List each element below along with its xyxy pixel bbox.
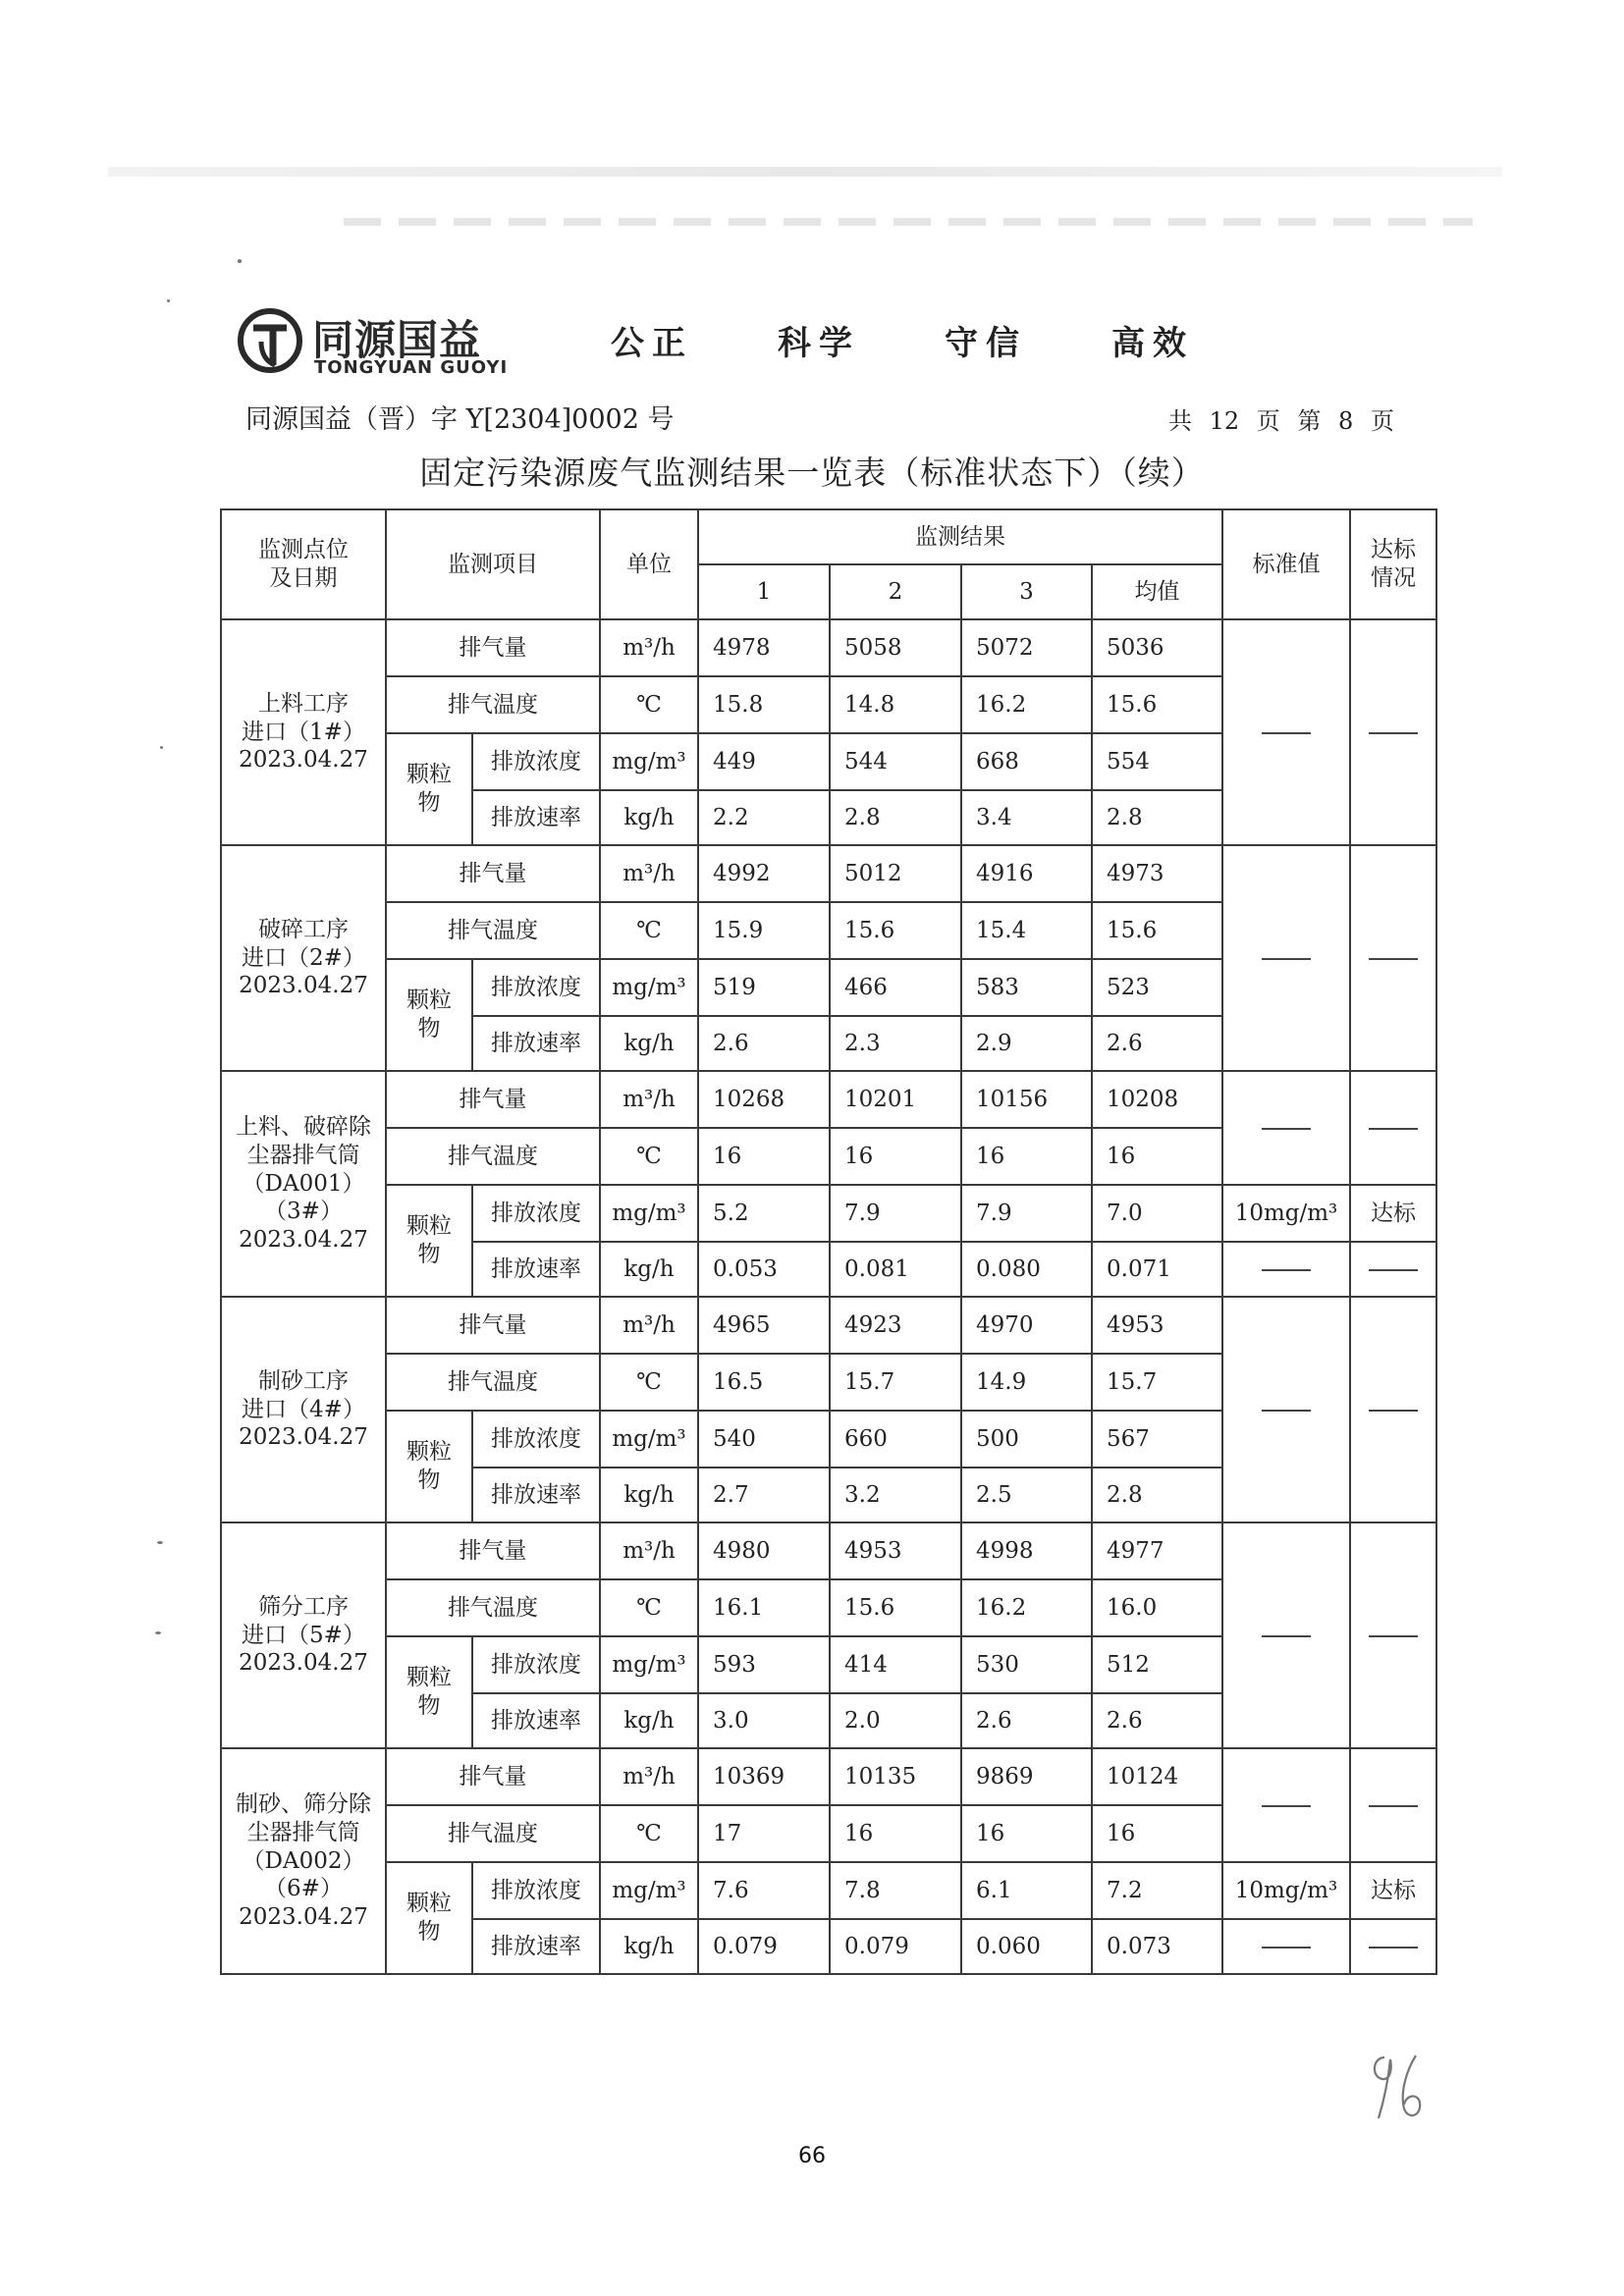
header-col-3: 3 [961,564,1092,619]
standard-cell [1222,619,1350,845]
result-value: 16.2 [961,1579,1092,1636]
result-value: 4965 [698,1297,830,1354]
mean-value: 15.7 [1092,1354,1222,1411]
item-label: 排气温度 [386,1128,600,1185]
result-value: 16 [961,1805,1092,1862]
table-title: 固定污染源废气监测结果一览表（标准状态下）（续） [419,454,1205,492]
unit-cell: ℃ [600,1805,698,1862]
unit-cell: m³/h [600,619,698,676]
standard-cell: 10mg/m³ [1222,1862,1350,1919]
standard-cell [1222,1748,1350,1862]
item-label: 排气量 [386,845,600,902]
header-unit: 单位 [600,509,698,619]
logo-chinese-name: 同源国益 [312,316,482,364]
motto-word: 高效 [1111,324,1194,363]
particulate-label: 颗粒 物 [386,1636,472,1748]
standard-cell [1222,1522,1350,1748]
item-label: 排放速率 [472,790,600,845]
motto-word: 公正 [611,324,693,363]
table-row [221,619,1436,676]
result-value: 2.9 [961,1016,1092,1071]
mean-value: 2.8 [1092,1468,1222,1522]
compliance-cell [1350,1242,1436,1297]
document-number: 同源国益（晋）字 Y[2304]0002 号 [245,404,675,435]
result-value: 2.8 [830,790,961,845]
table-row [221,1862,1436,1919]
result-value: 466 [830,959,961,1016]
dash-mark [1369,1805,1418,1807]
site-cell: 上料工序 进口（1#） 2023.04.27 [221,619,386,845]
compliance-cell [1350,1071,1436,1185]
item-label: 排放浓度 [472,1862,600,1919]
mean-value: 10208 [1092,1071,1222,1128]
header-compliance: 达标 情况 [1350,509,1436,619]
result-value: 16.1 [698,1579,830,1636]
unit-cell: ℃ [600,902,698,959]
mean-value: 2.8 [1092,790,1222,845]
dash-mark [1262,1410,1311,1412]
compliance-cell [1350,1522,1436,1748]
result-value: 16.5 [698,1354,830,1411]
result-value: 15.9 [698,902,830,959]
mean-value: 0.071 [1092,1242,1222,1297]
compliance-cell [1350,1748,1436,1862]
table-body [221,619,1436,1974]
result-value: 544 [830,733,961,790]
compliance-cell [1350,619,1436,845]
unit-cell: mg/m³ [600,733,698,790]
mean-value: 15.6 [1092,676,1222,733]
dash-mark [1262,732,1311,734]
result-value: 6.1 [961,1862,1092,1919]
compliance-cell: 达标 [1350,1862,1436,1919]
scan-speck [160,746,163,749]
unit-cell: mg/m³ [600,1636,698,1693]
result-value: 3.2 [830,1468,961,1522]
result-value: 4992 [698,845,830,902]
item-label: 排放浓度 [472,1185,600,1242]
unit-cell: kg/h [600,1016,698,1071]
site-cell: 筛分工序 进口（5#） 2023.04.27 [221,1522,386,1748]
result-value: 15.4 [961,902,1092,959]
unit-cell: mg/m³ [600,959,698,1016]
standard-cell [1222,1071,1350,1185]
item-label: 排放速率 [472,1693,600,1748]
result-value: 519 [698,959,830,1016]
scan-speck [167,299,170,302]
result-value: 10369 [698,1748,830,1805]
result-value: 0.081 [830,1242,961,1297]
result-value: 530 [961,1636,1092,1693]
unit-cell: ℃ [600,676,698,733]
unit-cell: m³/h [600,1522,698,1579]
result-value: 2.5 [961,1468,1092,1522]
dash-mark [1369,1635,1418,1637]
motto-word: 守信 [945,324,1027,363]
result-value: 3.0 [698,1693,830,1748]
dash-mark [1262,1947,1311,1949]
result-value: 668 [961,733,1092,790]
header-item: 监测项目 [386,509,600,619]
site-cell: 破碎工序 进口（2#） 2023.04.27 [221,845,386,1071]
item-label: 排放速率 [472,1468,600,1522]
site-cell: 上料、破碎除 尘器排气筒 （DA001） （3#） 2023.04.27 [221,1071,386,1297]
standard-cell: 10mg/m³ [1222,1185,1350,1242]
result-value: 593 [698,1636,830,1693]
mean-value: 0.073 [1092,1919,1222,1974]
item-label: 排气量 [386,1748,600,1805]
monitoring-results-table [220,508,1437,1975]
handwritten-page-mark [1365,2050,1434,2128]
item-label: 排气温度 [386,902,600,959]
dash-mark [1262,958,1311,960]
table-row [221,1297,1436,1354]
compliance-cell [1350,845,1436,1071]
result-value: 4978 [698,619,830,676]
scan-artifact-band [344,218,1473,226]
unit-cell: kg/h [600,1919,698,1974]
compliance-cell [1350,1297,1436,1522]
item-label: 排放浓度 [472,1411,600,1468]
mean-value: 16.0 [1092,1579,1222,1636]
result-value: 14.8 [830,676,961,733]
mean-value: 4977 [1092,1522,1222,1579]
mean-value: 7.0 [1092,1185,1222,1242]
particulate-label: 颗粒 物 [386,1862,472,1974]
mean-value: 16 [1092,1128,1222,1185]
unit-cell: ℃ [600,1354,698,1411]
item-label: 排放速率 [472,1016,600,1071]
unit-cell: kg/h [600,1693,698,1748]
company-logo [236,306,530,385]
result-value: 7.8 [830,1862,961,1919]
unit-cell: mg/m³ [600,1185,698,1242]
unit-cell: m³/h [600,1071,698,1128]
result-value: 540 [698,1411,830,1468]
unit-cell: kg/h [600,1468,698,1522]
mean-value: 567 [1092,1411,1222,1468]
dash-mark [1369,958,1418,960]
dash-mark [1262,1635,1311,1637]
mean-value: 512 [1092,1636,1222,1693]
header-col-1: 1 [698,564,830,619]
mean-value: 4973 [1092,845,1222,902]
dash-mark [1262,1269,1311,1271]
result-value: 660 [830,1411,961,1468]
result-value: 2.3 [830,1016,961,1071]
result-value: 10201 [830,1071,961,1128]
header-site: 监测点位 及日期 [221,509,386,619]
dash-mark [1369,732,1418,734]
unit-cell: ℃ [600,1579,698,1636]
result-value: 16 [830,1805,961,1862]
unit-cell: kg/h [600,1242,698,1297]
result-value: 9869 [961,1748,1092,1805]
result-value: 5058 [830,619,961,676]
unit-cell: ℃ [600,1128,698,1185]
result-value: 15.7 [830,1354,961,1411]
unit-cell: m³/h [600,1297,698,1354]
mean-value: 5036 [1092,619,1222,676]
result-value: 4980 [698,1522,830,1579]
result-value: 10268 [698,1071,830,1128]
logo-mark-icon [236,306,304,375]
result-value: 0.060 [961,1919,1092,1974]
particulate-label: 颗粒 物 [386,959,472,1071]
result-value: 2.0 [830,1693,961,1748]
table-row [221,1185,1436,1242]
result-value: 4970 [961,1297,1092,1354]
standard-cell [1222,1242,1350,1297]
standard-cell [1222,845,1350,1071]
result-value: 7.6 [698,1862,830,1919]
result-value: 4923 [830,1297,961,1354]
motto-word: 科学 [778,324,860,363]
result-value: 449 [698,733,830,790]
result-value: 2.6 [961,1693,1092,1748]
mean-value: 2.6 [1092,1693,1222,1748]
result-value: 14.9 [961,1354,1092,1411]
result-value: 5012 [830,845,961,902]
scan-speck [155,1631,161,1634]
item-label: 排气温度 [386,1805,600,1862]
particulate-label: 颗粒 物 [386,1411,472,1522]
result-value: 583 [961,959,1092,1016]
header-col-2: 2 [830,564,961,619]
item-label: 排放浓度 [472,1636,600,1693]
result-value: 10156 [961,1071,1092,1128]
result-value: 4998 [961,1522,1092,1579]
result-value: 16 [698,1128,830,1185]
result-value: 4916 [961,845,1092,902]
item-label: 排气温度 [386,676,600,733]
header-standard: 标准值 [1222,509,1350,619]
logo-english-name: TONGYUAN GUOYI [314,357,509,378]
unit-cell: m³/h [600,1748,698,1805]
item-label: 排气温度 [386,1579,600,1636]
table-row [221,845,1436,902]
mean-value: 7.2 [1092,1862,1222,1919]
dash-mark [1262,1805,1311,1807]
result-value: 15.8 [698,676,830,733]
item-label: 排气温度 [386,1354,600,1411]
unit-cell: mg/m³ [600,1862,698,1919]
header-results: 监测结果 [698,509,1222,564]
mean-value: 523 [1092,959,1222,1016]
standard-cell [1222,1919,1350,1974]
dash-mark [1369,1128,1418,1130]
mean-value: 10124 [1092,1748,1222,1805]
site-cell: 制砂、筛分除 尘器排气筒 （DA002） （6#） 2023.04.27 [221,1748,386,1974]
page-number: 66 [798,2144,826,2168]
unit-cell: mg/m³ [600,1411,698,1468]
result-value: 7.9 [830,1185,961,1242]
mean-value: 15.6 [1092,902,1222,959]
compliance-cell [1350,1919,1436,1974]
result-value: 0.079 [830,1919,961,1974]
dash-mark [1262,1128,1311,1130]
result-value: 2.2 [698,790,830,845]
item-label: 排气量 [386,1522,600,1579]
result-value: 17 [698,1805,830,1862]
result-value: 7.9 [961,1185,1092,1242]
scan-speck [238,259,242,263]
header-mean: 均值 [1092,564,1222,619]
result-value: 0.080 [961,1242,1092,1297]
result-value: 414 [830,1636,961,1693]
particulate-label: 颗粒 物 [386,733,472,845]
result-value: 3.4 [961,790,1092,845]
compliance-cell: 达标 [1350,1185,1436,1242]
unit-cell: m³/h [600,845,698,902]
particulate-label: 颗粒 物 [386,1185,472,1297]
result-value: 2.7 [698,1468,830,1522]
result-value: 16 [830,1128,961,1185]
table-row [221,1522,1436,1579]
unit-cell: kg/h [600,790,698,845]
dash-mark [1369,1269,1418,1271]
mean-value: 2.6 [1092,1016,1222,1071]
item-label: 排放浓度 [472,733,600,790]
item-label: 排气量 [386,1071,600,1128]
mean-value: 4953 [1092,1297,1222,1354]
result-value: 0.053 [698,1242,830,1297]
standard-cell [1222,1297,1350,1522]
item-label: 排放速率 [472,1242,600,1297]
dash-mark [1369,1947,1418,1949]
site-cell: 制砂工序 进口（4#） 2023.04.27 [221,1297,386,1522]
mean-value: 554 [1092,733,1222,790]
item-label: 排气量 [386,1297,600,1354]
page-count-info: 共 12 页 第 8 页 [1168,407,1394,435]
item-label: 排气量 [386,619,600,676]
scan-artifact-band [108,167,1502,177]
result-value: 2.6 [698,1016,830,1071]
result-value: 16.2 [961,676,1092,733]
result-value: 0.079 [698,1919,830,1974]
result-value: 4953 [830,1522,961,1579]
dash-mark [1369,1410,1418,1412]
result-value: 15.6 [830,902,961,959]
table-row [221,1748,1436,1805]
item-label: 排放速率 [472,1919,600,1974]
result-value: 500 [961,1411,1092,1468]
mean-value: 16 [1092,1805,1222,1862]
result-value: 5072 [961,619,1092,676]
result-value: 16 [961,1128,1092,1185]
result-value: 15.6 [830,1579,961,1636]
item-label: 排放浓度 [472,959,600,1016]
table-row [221,1071,1436,1128]
scan-speck [157,1541,163,1544]
result-value: 10135 [830,1748,961,1805]
result-value: 5.2 [698,1185,830,1242]
